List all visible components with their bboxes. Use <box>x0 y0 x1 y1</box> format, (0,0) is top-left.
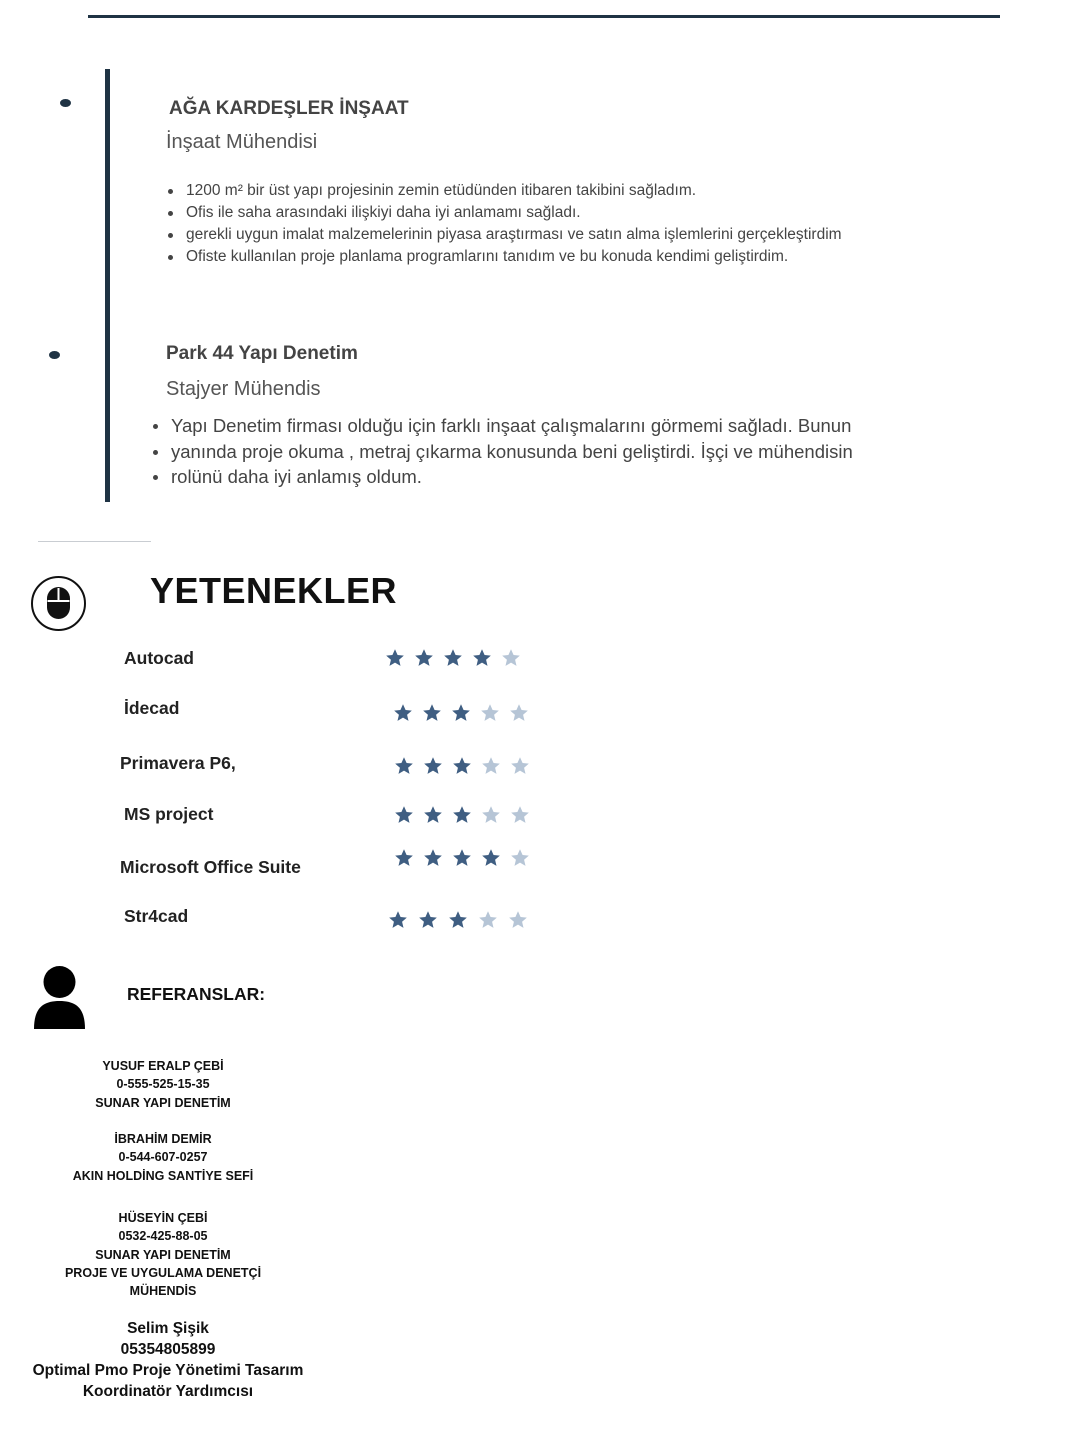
star-filled-icon <box>423 848 443 868</box>
top-divider <box>88 15 1000 18</box>
job-position: İnşaat Mühendisi <box>166 131 318 153</box>
star-filled-icon <box>422 703 442 723</box>
reference-phone: 0532-425-88-05 <box>118 1229 208 1244</box>
reference-title: Koordinatör Yardımcısı <box>82 1383 254 1400</box>
star-filled-icon <box>388 910 408 930</box>
star-empty-icon <box>510 805 530 825</box>
reference-name: HÜSEYİN ÇEBİ <box>118 1211 208 1225</box>
reference-phone: 0-544-607-0257 <box>118 1150 208 1165</box>
reference-name: Selim Şişik <box>127 1320 209 1337</box>
star-empty-icon <box>480 703 500 723</box>
star-filled-icon <box>385 648 405 668</box>
star-empty-icon <box>508 910 528 930</box>
reference-phone: 0-555-525-15-35 <box>116 1077 210 1092</box>
star-filled-icon <box>394 805 414 825</box>
experience-timeline <box>105 69 110 502</box>
star-filled-icon <box>418 910 438 930</box>
skill-label: MS project <box>124 804 214 824</box>
skill-label: Microsoft Office Suite <box>120 857 301 877</box>
reference-title: MÜHENDİS <box>129 1284 197 1299</box>
section-divider <box>38 541 151 542</box>
star-empty-icon <box>478 910 498 930</box>
timeline-dot <box>49 351 60 359</box>
star-filled-icon <box>481 848 501 868</box>
reference-entry <box>43 1209 283 1300</box>
star-filled-icon <box>452 756 472 776</box>
star-empty-icon <box>509 703 529 723</box>
skills-title: YETENEKLER <box>150 570 398 611</box>
star-filled-icon <box>414 648 434 668</box>
skill-label: Primavera P6, <box>120 753 236 773</box>
star-filled-icon <box>472 648 492 668</box>
star-empty-icon <box>481 756 501 776</box>
job-position: Stajyer Mühendis <box>166 378 321 400</box>
duty-item: gerekli uygun imalat malzemelerinin piyasa araştırması ve satın alma işlemlerini gerçekleştirdim <box>186 224 842 246</box>
references-title: REFERANSLAR: <box>127 984 266 1004</box>
reference-entry <box>43 1130 283 1185</box>
star-filled-icon <box>423 805 443 825</box>
star-filled-icon <box>448 910 468 930</box>
reference-company: SUNAR YAPI DENETİM <box>95 1247 231 1262</box>
skill-label: Str4cad <box>124 906 189 926</box>
star-empty-icon <box>510 756 530 776</box>
company-name: Park 44 Yapı Denetim <box>166 343 358 364</box>
star-filled-icon <box>451 703 471 723</box>
job-duties <box>151 413 853 490</box>
mouse-icon <box>30 575 87 632</box>
star-empty-icon <box>510 848 530 868</box>
skill-rating <box>394 756 530 776</box>
reference-company: SUNAR YAPI DENETİM <box>95 1095 231 1110</box>
reference-phone: 05354805899 <box>120 1341 216 1358</box>
person-icon <box>32 965 87 1030</box>
timeline-dot <box>60 99 71 107</box>
company-name: AĞA KARDEŞLER İNŞAAT <box>169 98 409 119</box>
star-filled-icon <box>394 756 414 776</box>
job-duties <box>166 180 842 268</box>
star-empty-icon <box>501 648 521 668</box>
skill-rating <box>394 848 530 868</box>
star-filled-icon <box>443 648 463 668</box>
skill-rating <box>388 910 528 930</box>
skill-label: Autocad <box>124 648 194 668</box>
duty-item: rolünü daha iyi anlamış oldum. <box>171 464 853 490</box>
duty-item: Ofiste kullanılan proje planlama programlarını tanıdım ve bu konuda kendimi geliştirdim. <box>186 246 842 268</box>
reference-name: YUSUF ERALP ÇEBİ <box>102 1059 224 1073</box>
star-filled-icon <box>452 805 472 825</box>
reference-entry <box>18 1318 318 1402</box>
reference-title: PROJE VE UYGULAMA DENETÇİ <box>64 1265 262 1280</box>
duty-item: 1200 m² bir üst yapı projesinin zemin etüdünden itibaren takibini sağladım. <box>186 180 842 202</box>
duty-item: Yapı Denetim firması olduğu için farklı inşaat çalışmalarını görmemi sağladı. Bunun <box>171 413 853 439</box>
skill-label: İdecad <box>124 698 180 718</box>
skill-rating <box>393 703 529 723</box>
reference-company: AKIN HOLDİNG SANTİYE SEFİ <box>72 1168 254 1183</box>
duty-item: yanında proje okuma , metraj çıkarma konusunda beni geliştirdi. İşçi ve mühendisin <box>171 439 853 465</box>
star-filled-icon <box>393 703 413 723</box>
star-filled-icon <box>452 848 472 868</box>
skill-rating <box>385 648 521 668</box>
reference-entry <box>43 1057 283 1112</box>
duty-item: Ofis ile saha arasındaki ilişkiyi daha iyi anlamamı sağladı. <box>186 202 842 224</box>
star-empty-icon <box>481 805 501 825</box>
star-filled-icon <box>423 756 443 776</box>
skill-rating <box>394 805 530 825</box>
reference-company: Optimal Pmo Proje Yönetimi Tasarım <box>32 1362 304 1379</box>
star-filled-icon <box>394 848 414 868</box>
reference-name: İBRAHİM DEMİR <box>114 1132 212 1146</box>
